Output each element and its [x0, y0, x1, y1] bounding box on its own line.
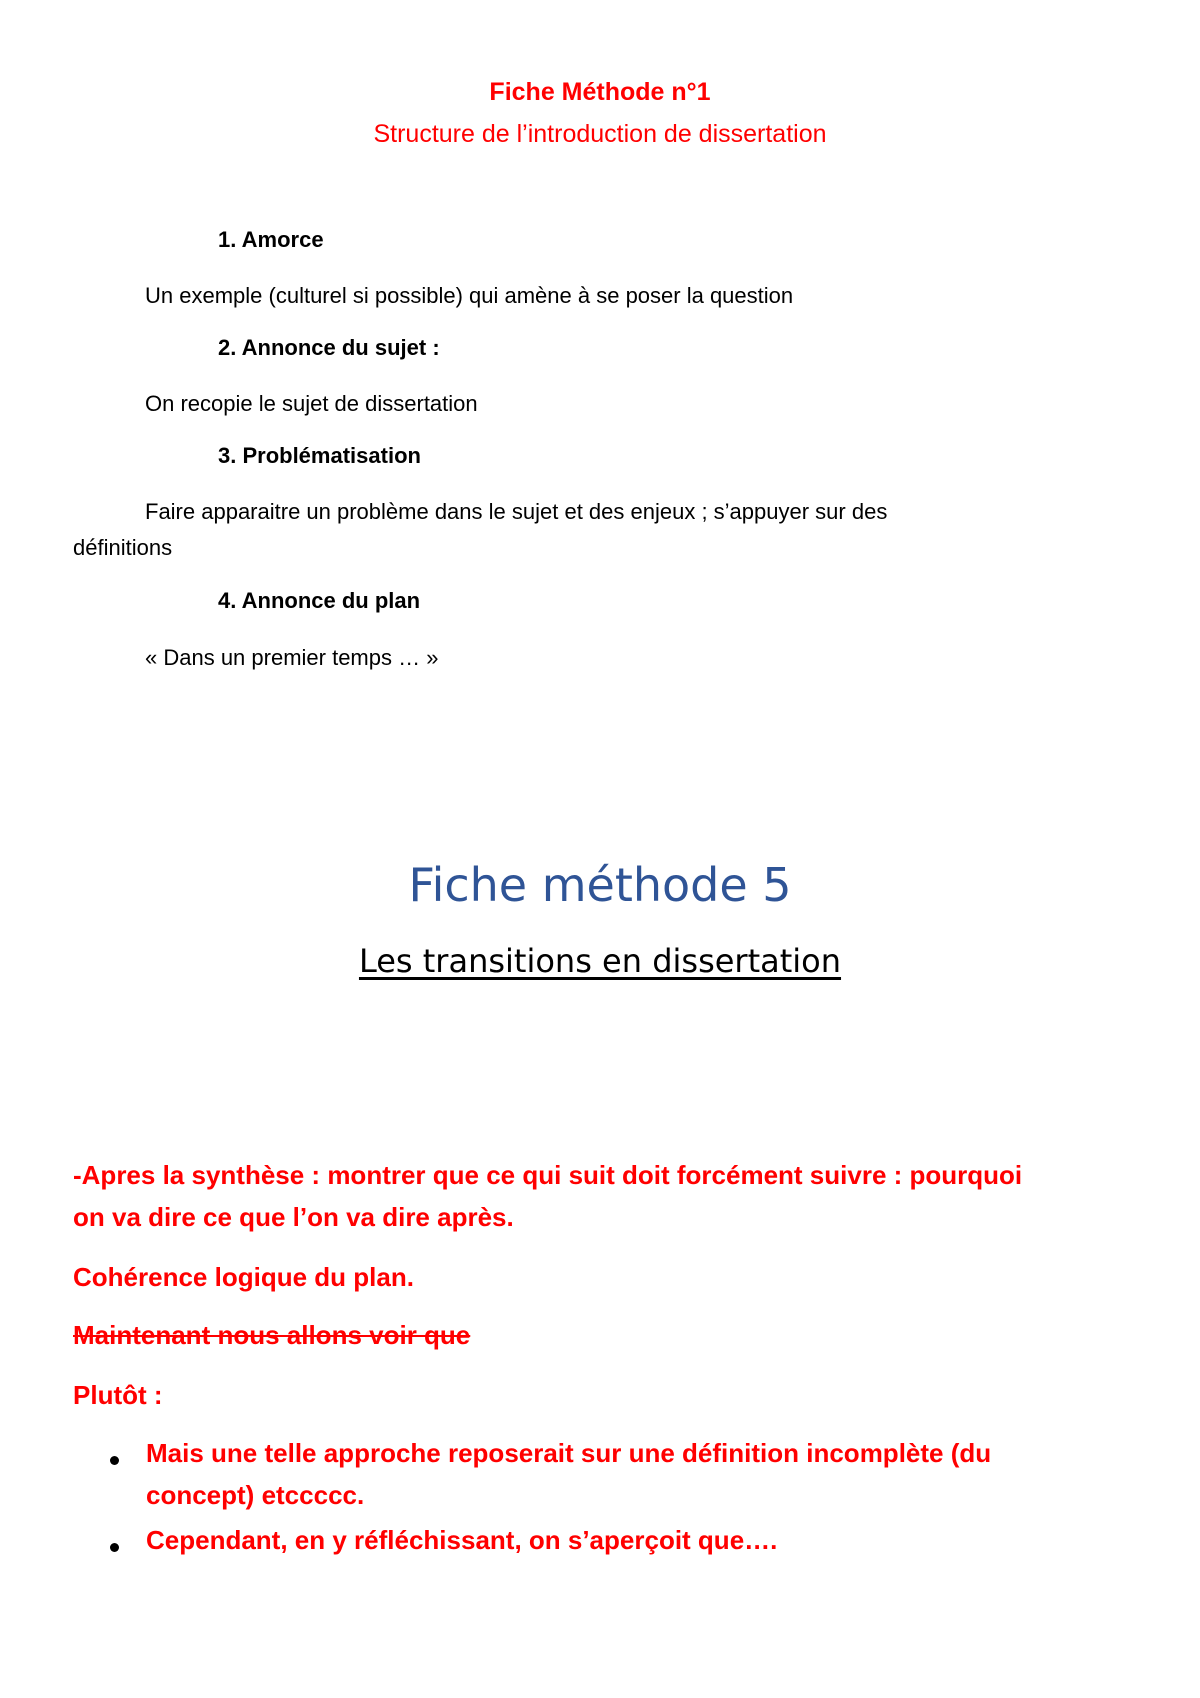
bullet-item-1-line-1: Mais une telle approche reposerait sur une définition incomplète (du: [146, 1438, 992, 1468]
step-description-annonce-sujet: On recopie le sujet de dissertation: [145, 391, 478, 416]
step-heading-amorce: 1. Amorce: [218, 227, 324, 252]
bullet-item-2: Cependant, en y réfléchissant, on s’aperçoit que….: [146, 1525, 778, 1555]
coherence-note: Cohérence logique du plan.: [73, 1262, 414, 1292]
bullet-icon: [110, 1543, 119, 1552]
step-heading-annonce-plan: 4. Annonce du plan: [218, 588, 421, 613]
instead-heading: Plutôt :: [73, 1380, 163, 1410]
step-description-problematisation: Faire apparaitre un problème dans le sujet et des enjeux ; s’appuyer sur des: [145, 499, 888, 524]
struck-example: Maintenant nous allons voir que: [73, 1320, 471, 1350]
bullet-item-1-line-2: concept) etccccc.: [146, 1480, 365, 1510]
transition-paragraph-line-1: -Apres la synthèse : montrer que ce qui suit doit forcément suivre : pourquoi: [73, 1160, 1023, 1190]
step-heading-problematisation: 3. Problématisation: [218, 443, 421, 468]
section2-title: Fiche méthode 5: [408, 858, 792, 912]
step-heading-annonce-sujet: 2. Annonce du sujet :: [218, 335, 440, 360]
transition-paragraph-line-2: on va dire ce que l’on va dire après.: [73, 1202, 514, 1232]
section2-subtitle: Les transitions en dissertation: [358, 942, 842, 980]
bullet-icon: [110, 1456, 119, 1465]
section1-title: Fiche Méthode n°1: [489, 78, 711, 106]
step-description-problematisation-continued: définitions: [73, 535, 173, 560]
section1-subtitle: Structure de l’introduction de dissertation: [373, 120, 827, 148]
step-description-annonce-plan: « Dans un premier temps … »: [145, 645, 439, 670]
step-description-amorce: Un exemple (culturel si possible) qui amène à se poser la question: [145, 283, 794, 308]
